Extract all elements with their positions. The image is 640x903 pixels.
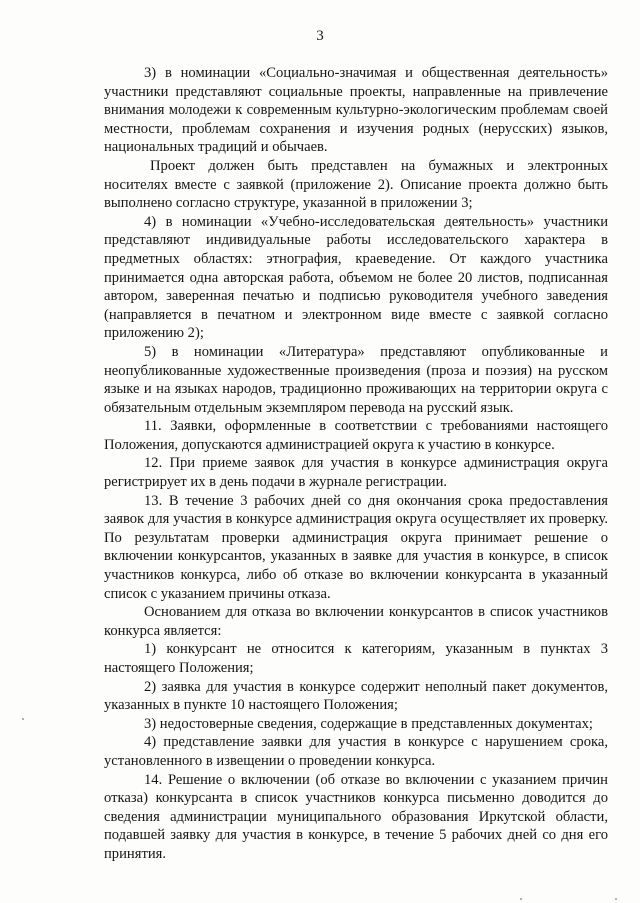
paragraph-refusal-1: 1) конкурсант не относится к категориям, указанным в пунктах 3 настоящего Положения; <box>104 641 608 676</box>
paragraph-item-12: 12. При приеме заявок для участия в конкурсе администрация округа регистрирует их в день подачи в журнале регистрации. <box>104 455 608 491</box>
scan-speck <box>520 898 522 900</box>
paragraph-nomination-literature: 5) в номинации «Литература» представляют опубликованные и неопубликованные художественные произведения (проза и поэзия) на русском языке и на языках народов, традиционно проживающих на территории округа с обязательным отдельным экземпляром перевода на русский язык. <box>104 343 608 416</box>
scan-speck <box>615 898 617 900</box>
paragraph-refusal-2: 2) заявка для участия в конкурсе содержит неполный пакет документов, указанных в пункте 10 настоящего Положения; <box>104 678 608 714</box>
paragraph-nomination-social: 3) в номинации «Социально-значимая и общественная деятельность» участники представляют социальные проекты, направленные на привлечение внимания молодежи к современным культурно-экологическим проблемам своей местности, проблемам сохранения и изучения родных (нерусских) языков, национальных традиций и обычаев. <box>104 65 608 156</box>
paragraph-nomination-research: 4) в номинации «Учебно-исследовательская деятельность» участники представляют индивидуальные работы исследовательского характера в предметных областях: этнография, краеведение. От каждого участника принимается одна авторская работа, объемом не более 20 листов, подписанная автором, заверенная печатью и подписью руководителя учебного заведения (направляется в печатном и электронном виде вместе с заявкой согласно приложению 2); <box>104 213 608 342</box>
paragraph-refusal-3: 3) недостоверные сведения, содержащие в представленных документах; <box>144 715 593 732</box>
paragraph-item-13: 13. В течение 3 рабочих дней со дня окончания срока предоставления заявок для участия в конкурсе администрация округа осуществляет их проверку. По результатам проверки администрация округа принимает решение о включении конкурсантов, указанных в заявке для участия в конкурсе, в список участников конкурса, либо об отказе во включении конкурсанта в указанный список с указанием причины отказа. <box>104 492 608 602</box>
paragraph-refusal-4: 4) представление заявки для участия в конкурсе с нарушением срока, установленного в извещении о проведении конкурса. <box>104 734 608 769</box>
document-body <box>104 64 608 864</box>
page-number: 3 <box>316 28 324 44</box>
paragraph-item-11: 11. Заявки, оформленные в соответствии с требованиями настоящего Положения, допускаются администрацией округа к участию в конкурсе. <box>104 418 608 453</box>
scan-speck <box>22 718 24 720</box>
paragraph-refusal-grounds: Основанием для отказа во включении конкурсантов в список участников конкурса является: <box>104 604 608 639</box>
paragraph-project-requirements: Проект должен быть представлен на бумажных и электронных носителях вместе с заявкой (приложение 2). Описание проекта должно быть выполнено согласно структуре, указанной в приложении 3; <box>104 157 608 212</box>
paragraph-item-14: 14. Решение о включении (об отказе во включении с указанием причин отказа) конкурсанта в список участников конкурса письменно доводится до сведения администрации муниципального образования Иркутской области, подавшей заявку для участия в конкурсе, в течение 5 рабочих дней со дня его принятия. <box>104 771 608 862</box>
